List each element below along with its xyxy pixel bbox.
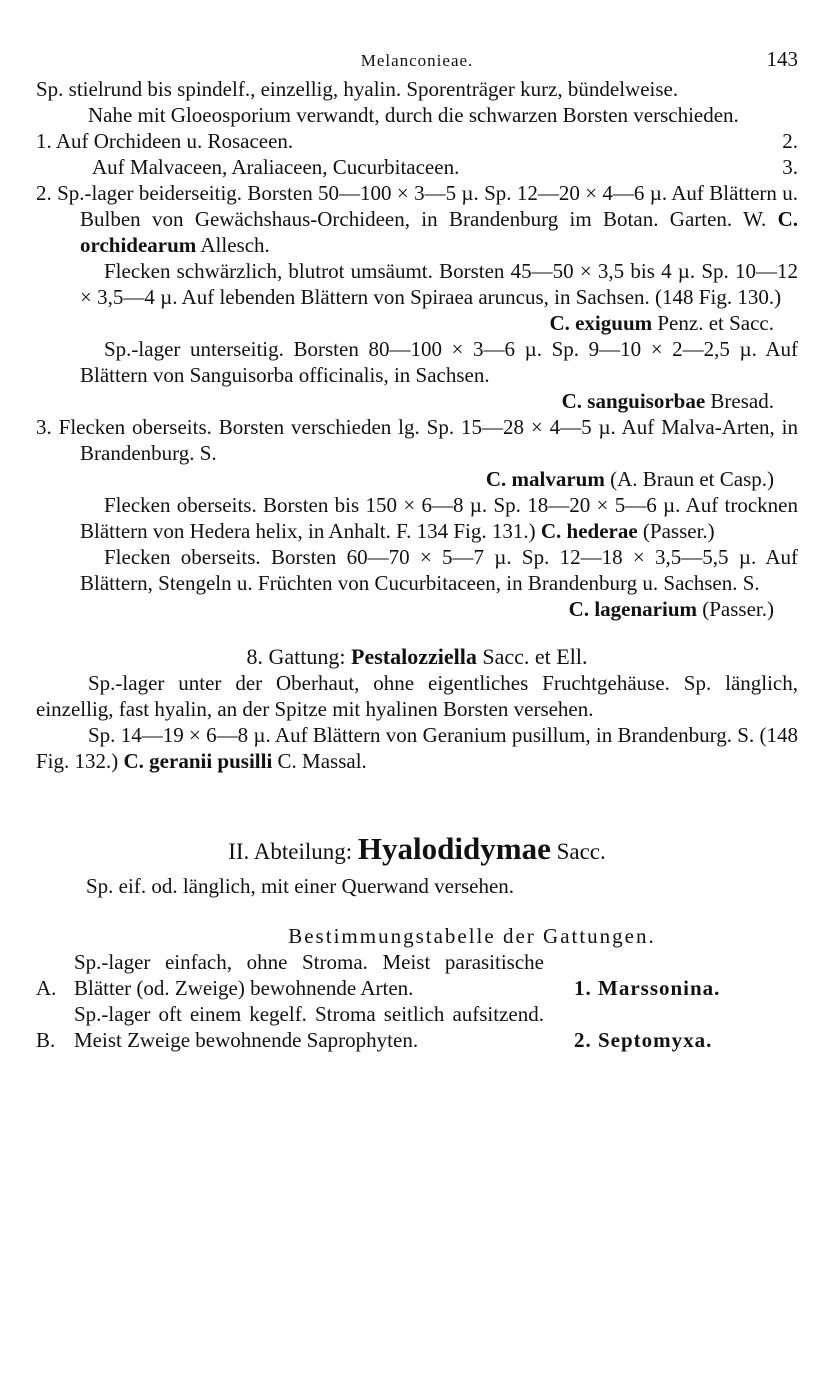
running-title: Melanconieae. xyxy=(360,51,474,70)
species-line xyxy=(36,310,798,336)
species-description: Flecken schwärzlich, blutrot umsäumt. Borsten 45—50 × 3,5 bis 4 µ. Sp. 10—12 × 3,5—4 µ. Auf lebenden Blättern von Spiraea aruncus, in Sachsen. (148 Fig. 130.) xyxy=(80,259,798,309)
species-description: Flecken oberseits. Borsten 60—70 × 5—7 µ. Sp. 12—18 × 3,5—5,5 µ. Auf Blättern, Stengeln u. Früchten von Cucurbitaceen, in Brandenburg u. Sachsen. S. xyxy=(80,545,798,595)
species-name: C. hederae xyxy=(540,519,638,543)
key-letter: A. xyxy=(36,976,57,1000)
key-ref: 3. xyxy=(782,155,798,179)
genus-description: Sp.-lager unter der Oberhaut, ohne eigentliches Fruchtgehäuse. Sp. länglich, einzellig, fast hyalin, an der Spitze mit hyalinen Borsten versehen. xyxy=(36,671,798,721)
page-header xyxy=(36,46,798,76)
key-description: Sp.-lager einfach, ohne Stroma. Meist parasitische Blätter (od. Zweige) bewohnende Arten. xyxy=(74,950,544,1000)
division-name: Hyalodidymae xyxy=(357,831,551,866)
intro-paragraph: Sp. stielrund bis spindelf., einzellig, hyalin. Sporenträger kurz, bündelweise. xyxy=(36,77,679,101)
key-description: Sp.-lager oft einem kegelf. Stroma seitlich aufsitzend. Meist Zweige bewohnende Saprophyten. xyxy=(74,1002,544,1052)
key-line-1b xyxy=(36,154,798,180)
species-author: C. Massal. xyxy=(272,749,367,773)
page-number: 143 xyxy=(766,47,798,71)
key-line-1a xyxy=(36,128,798,154)
species-author: Allesch. xyxy=(196,233,270,257)
key-table-title: Bestimmungstabelle der Gattungen. xyxy=(288,924,656,948)
species-author: (Passer.) xyxy=(697,597,774,621)
key-entry-2 xyxy=(36,180,798,258)
species-name: C. sanguisorbae xyxy=(561,389,706,413)
key-letter: B. xyxy=(36,1028,56,1052)
page xyxy=(36,46,798,1053)
species-line xyxy=(36,596,798,622)
species-author: Bresad. xyxy=(705,389,774,413)
key-row xyxy=(36,949,798,1001)
species-name: C. malvarum xyxy=(485,467,605,491)
intro-note: Nahe mit Gloeosporium verwandt, durch die schwarzen Borsten verschieden. xyxy=(88,103,739,127)
species-description: Sp.-lager unterseitig. Borsten 80—100 × 3—6 µ. Sp. 9—10 × 2—2,5 µ. Auf Blättern von Sanguisorba officinalis, in Sachsen. xyxy=(80,337,798,387)
genus-heading xyxy=(36,644,798,670)
species-line xyxy=(36,388,798,414)
species-author: (A. Braun et Casp.) xyxy=(604,467,774,491)
key-row xyxy=(36,1001,798,1053)
division-author: Sacc. xyxy=(550,839,606,864)
genus-number: 8. Gattung: xyxy=(246,644,352,669)
species-name: C. lagenarium xyxy=(568,597,697,621)
genus-author: Sacc. et Ell. xyxy=(476,644,588,669)
key-genus: 1. Marssonina. xyxy=(574,976,721,1000)
species-description xyxy=(36,492,798,544)
entry-text: 2. Sp.-lager beiderseitig. Borsten 50—100 × 3—5 µ. Sp. 12—20 × 4—6 µ. Auf Blättern u. Bulben von Gewächshaus-Orchideen, in Brandenburg im Botan. Garten. W. xyxy=(36,181,798,231)
species-author: Penz. et Sacc. xyxy=(652,311,774,335)
key-ref: 2. xyxy=(782,129,798,153)
division-description: Sp. eif. od. länglich, mit einer Querwand versehen. xyxy=(86,874,515,898)
key-entry-3: 3. Flecken oberseits. Borsten verschieden lg. Sp. 15—28 × 4—5 µ. Auf Malva-Arten, in Brandenburg. S. xyxy=(36,415,798,465)
species-author: (Passer.) xyxy=(637,519,715,543)
species-description xyxy=(36,722,798,774)
genus-name: Pestalozziella xyxy=(351,644,477,669)
division-prefix: II. Abteilung: xyxy=(228,839,358,864)
key-text: 1. Auf Orchideen u. Rosaceen. xyxy=(36,129,294,153)
entry-text: Sp. 14—19 × 6—8 µ. Auf Blättern von Geranium pusillum, in Brandenburg. S. (148 Fig. 132.) xyxy=(36,723,798,773)
key-genus: 2. Septomyxa. xyxy=(574,1028,713,1052)
species-line xyxy=(36,466,798,492)
division-heading xyxy=(36,831,798,866)
species-name: C. orchidearum xyxy=(80,207,798,257)
entry-text: Flecken oberseits. Borsten bis 150 × 6—8 µ. Sp. 18—20 × 5—6 µ. Auf trocknen Blättern von Hedera helix, in Anhalt. F. 134 Fig. 131.) xyxy=(80,493,798,543)
species-name: C. geranii pusilli xyxy=(123,749,273,773)
species-name: C. exiguum xyxy=(549,311,653,335)
key-text: Auf Malvaceen, Araliaceen, Cucurbitaceen. xyxy=(92,155,460,179)
